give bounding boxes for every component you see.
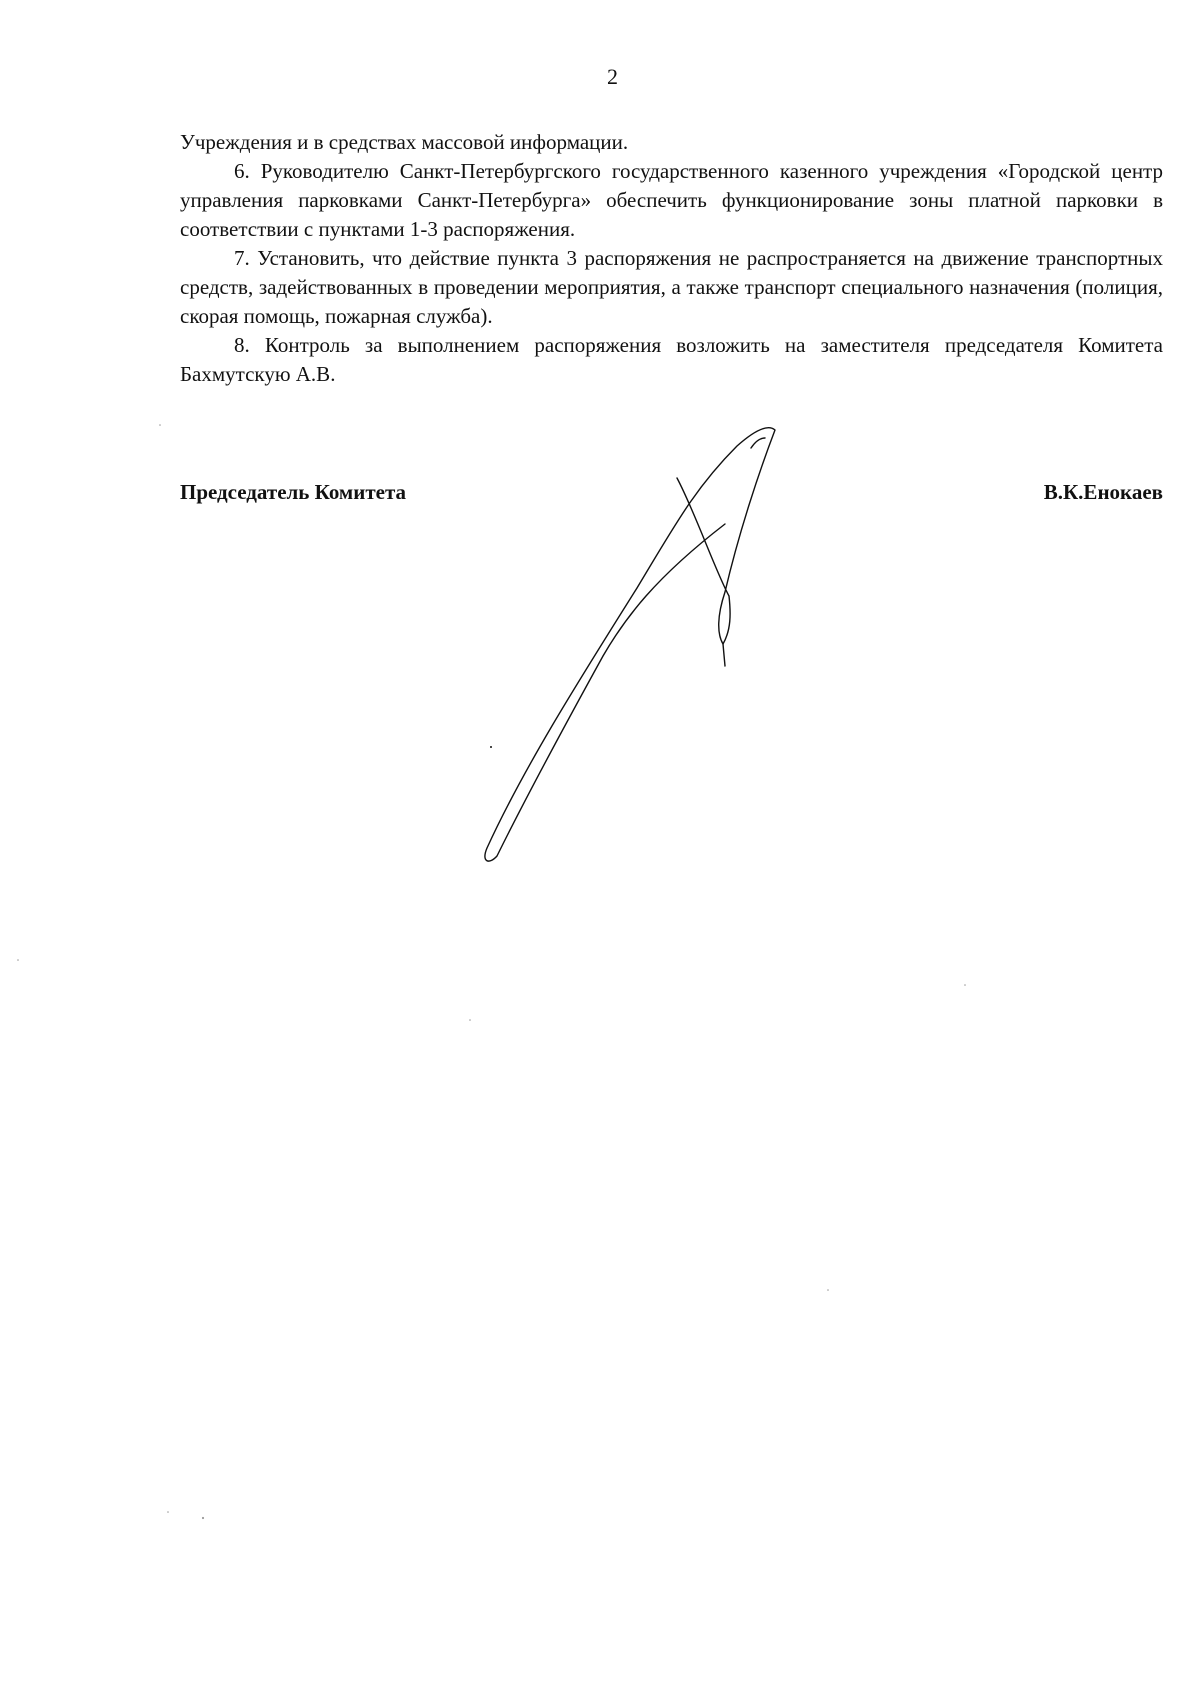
- paragraph-continuation: Учреждения и в средствах массовой информации.: [180, 130, 629, 154]
- handwritten-signature: [455, 420, 795, 880]
- paragraph-item-6: 6. Руководителю Санкт-Петербургского государственного казенного учреждения «Городской центр управления парковками Санкт-Петербурга» обеспечить функционирование зоны платной парковки в соответствии с пунктами 1-3 распоряжения.: [180, 159, 1163, 241]
- paragraph-item-7: 7. Установить, что действие пункта 3 распоряжения не распространяется на движение транспортных средств, задействованных в проведении мероприятия, а также транспорт специального назначения (полиция, скорая помощь, пожарная служба).: [180, 246, 1163, 328]
- paragraph-item-8: 8. Контроль за выполнением распоряжения возложить на заместителя председателя Комитета Бахмутскую А.В.: [180, 333, 1163, 386]
- signatory-title: Председатель Комитета: [180, 480, 407, 504]
- signatory-name: В.К.Енокаев: [1043, 480, 1163, 504]
- page-number: 2: [607, 64, 618, 89]
- document-body: [180, 128, 1163, 389]
